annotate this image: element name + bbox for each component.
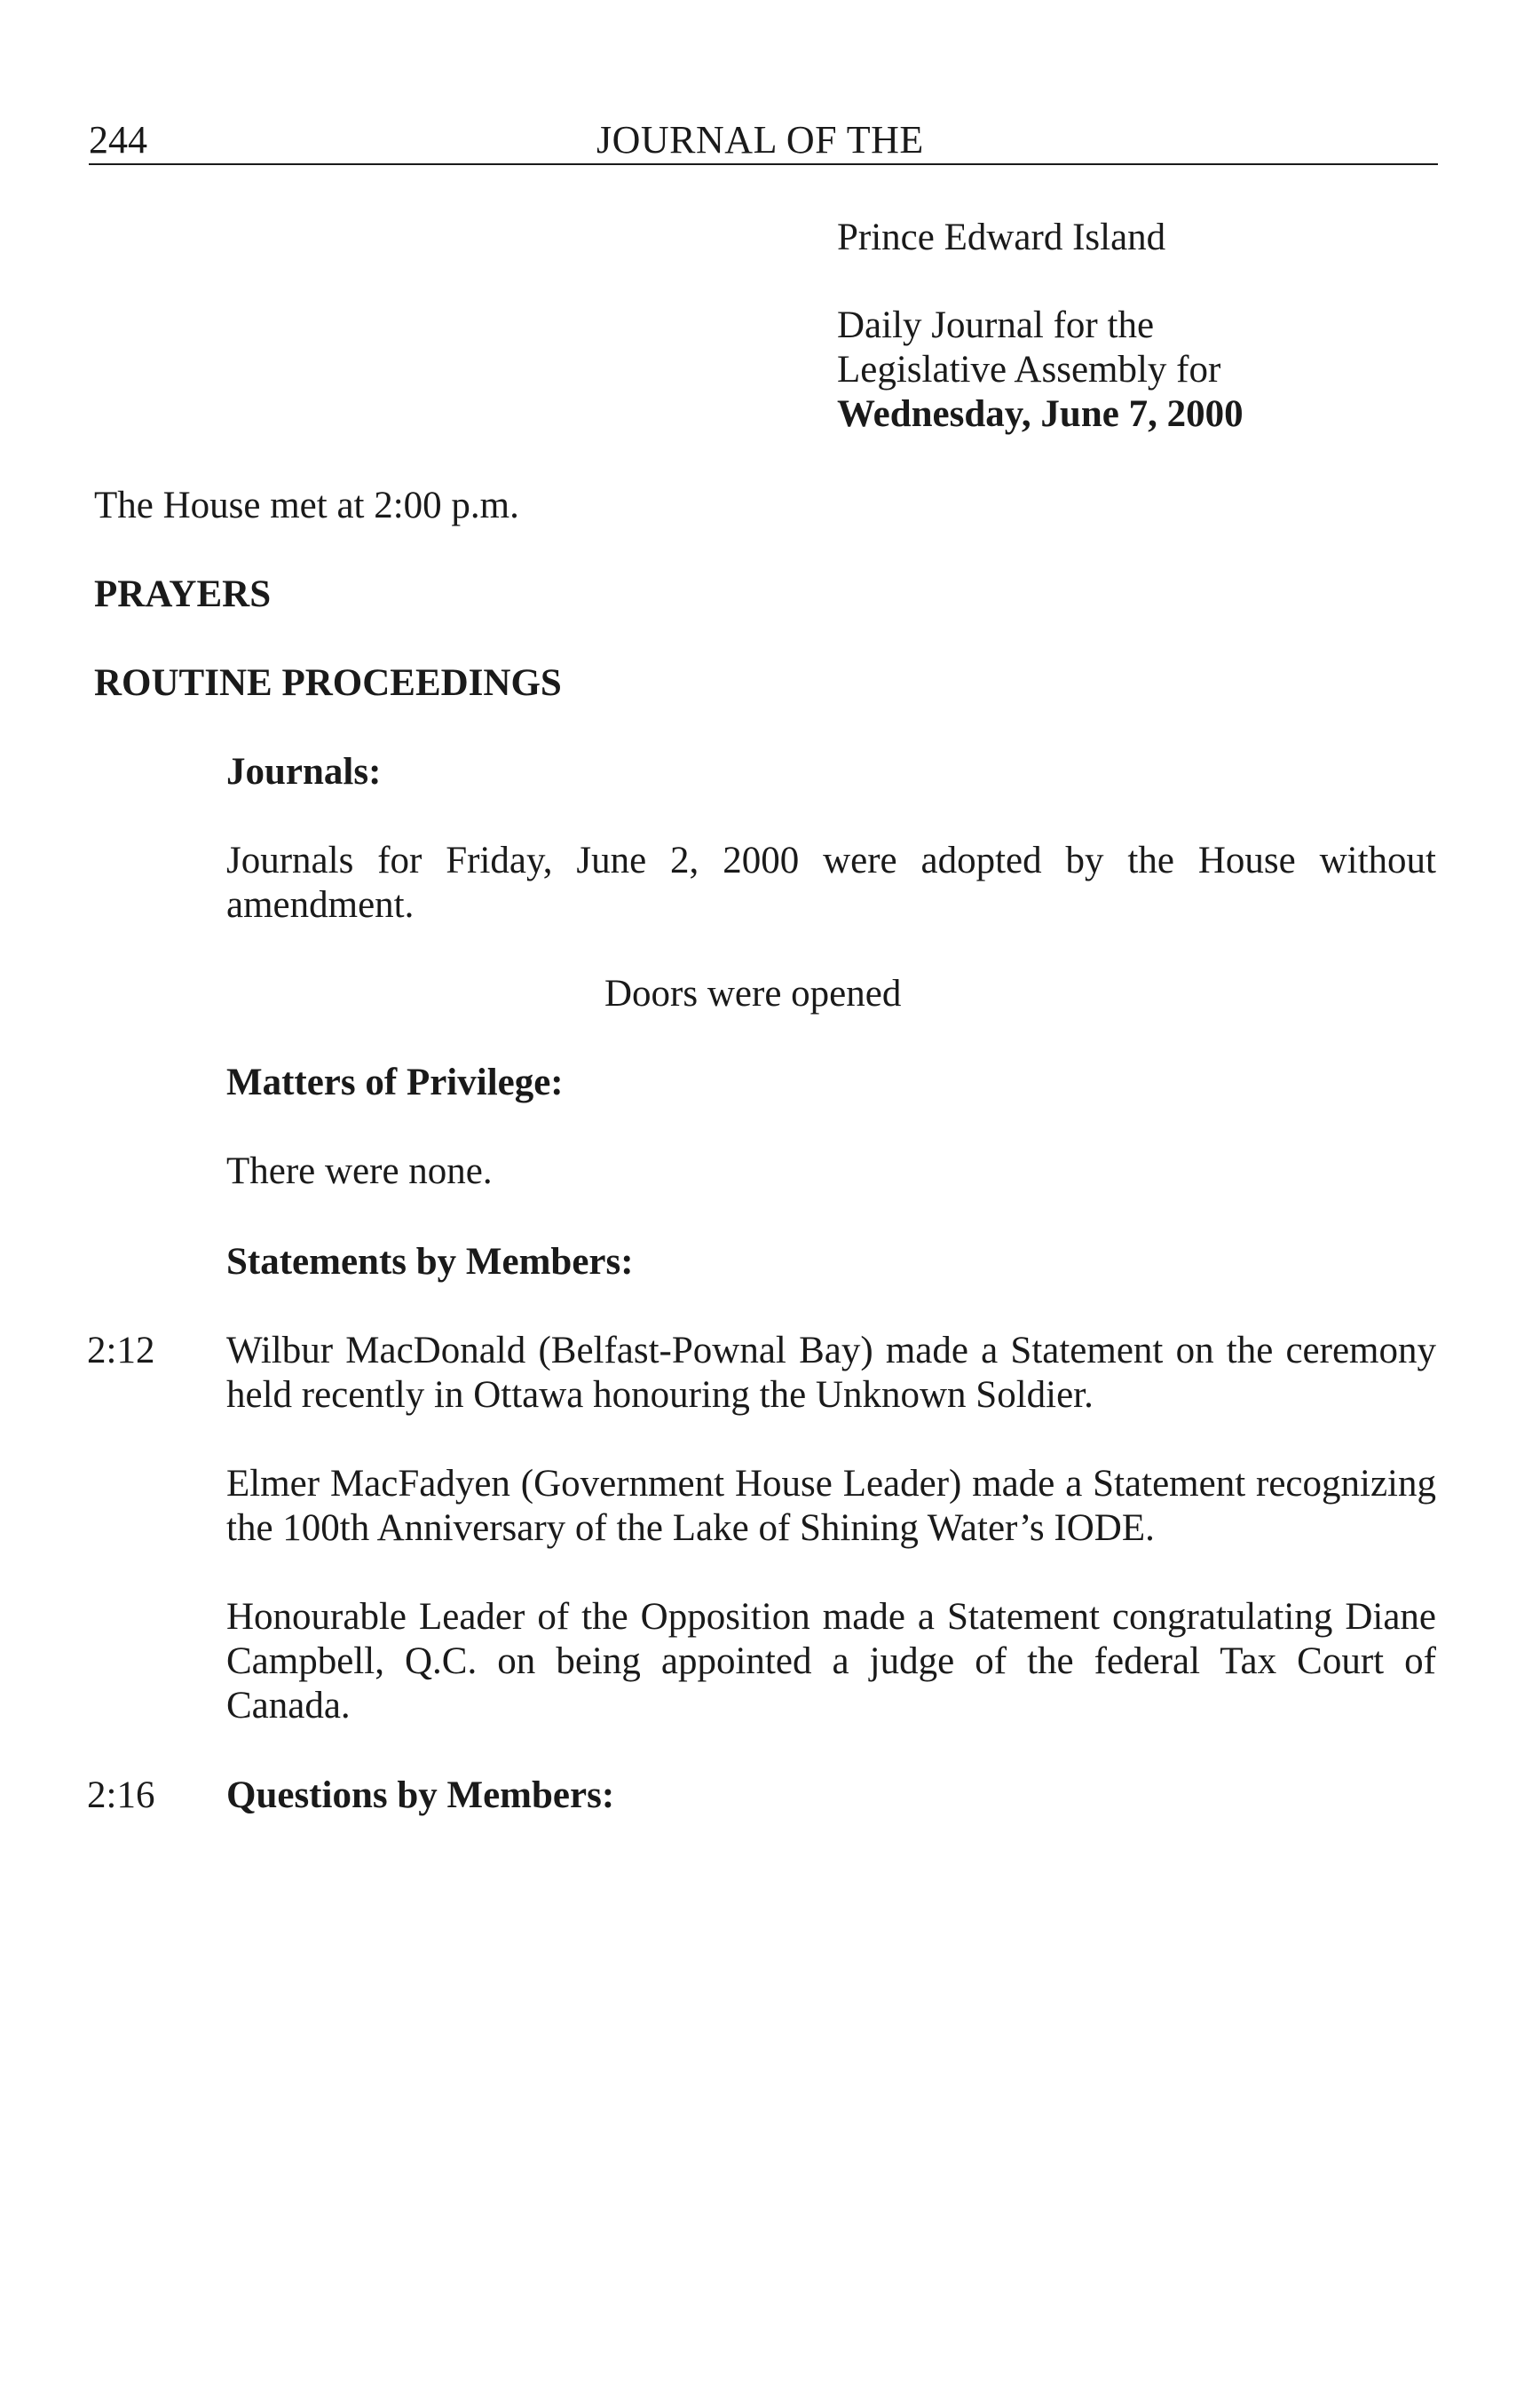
- running-head: JOURNAL OF THE: [596, 118, 924, 162]
- statement-item: Honourable Leader of the Opposition made a Statement congratulating Diane Campbell, Q.C. on being appointed a judge of the federal Tax Court of Canada.: [226, 1596, 1436, 1726]
- statements-time: 2:12: [87, 1330, 155, 1371]
- heading-prayers: PRAYERS: [94, 573, 272, 615]
- heading-routine-proceedings: ROUTINE PROCEEDINGS: [94, 662, 562, 704]
- province-name: Prince Edward Island: [837, 217, 1166, 258]
- questions-time: 2:16: [87, 1774, 155, 1816]
- doors-opened: Doors were opened: [604, 973, 902, 1015]
- statement-item: Elmer MacFadyen (Government House Leader) made a Statement recognizing the 100th Anniversary of the Lake of Shining Water’s IODE.: [226, 1463, 1436, 1549]
- statement-item: Wilbur MacDonald (Belfast-Pownal Bay) made a Statement on the ceremony held recently in Ottawa honouring the Unknown Soldier.: [226, 1330, 1436, 1416]
- heading-statements-by-members: Statements by Members:: [226, 1241, 634, 1283]
- heading-questions-by-members: Questions by Members:: [226, 1774, 615, 1816]
- header-rule: [89, 163, 1438, 165]
- privilege-text: There were none.: [226, 1150, 493, 1192]
- journals-text: Journals for Friday, June 2, 2000 were adopted by the House without amendment.: [226, 840, 1436, 926]
- sitting-date: Wednesday, June 7, 2000: [837, 393, 1244, 435]
- opening-line: The House met at 2:00 p.m.: [94, 485, 519, 526]
- journal-title-line-2: Legislative Assembly for: [837, 349, 1221, 391]
- page-number: 244: [89, 118, 147, 162]
- journal-title-line-1: Daily Journal for the: [837, 304, 1155, 346]
- heading-matters-of-privilege: Matters of Privilege:: [226, 1062, 564, 1103]
- heading-journals: Journals:: [226, 751, 382, 793]
